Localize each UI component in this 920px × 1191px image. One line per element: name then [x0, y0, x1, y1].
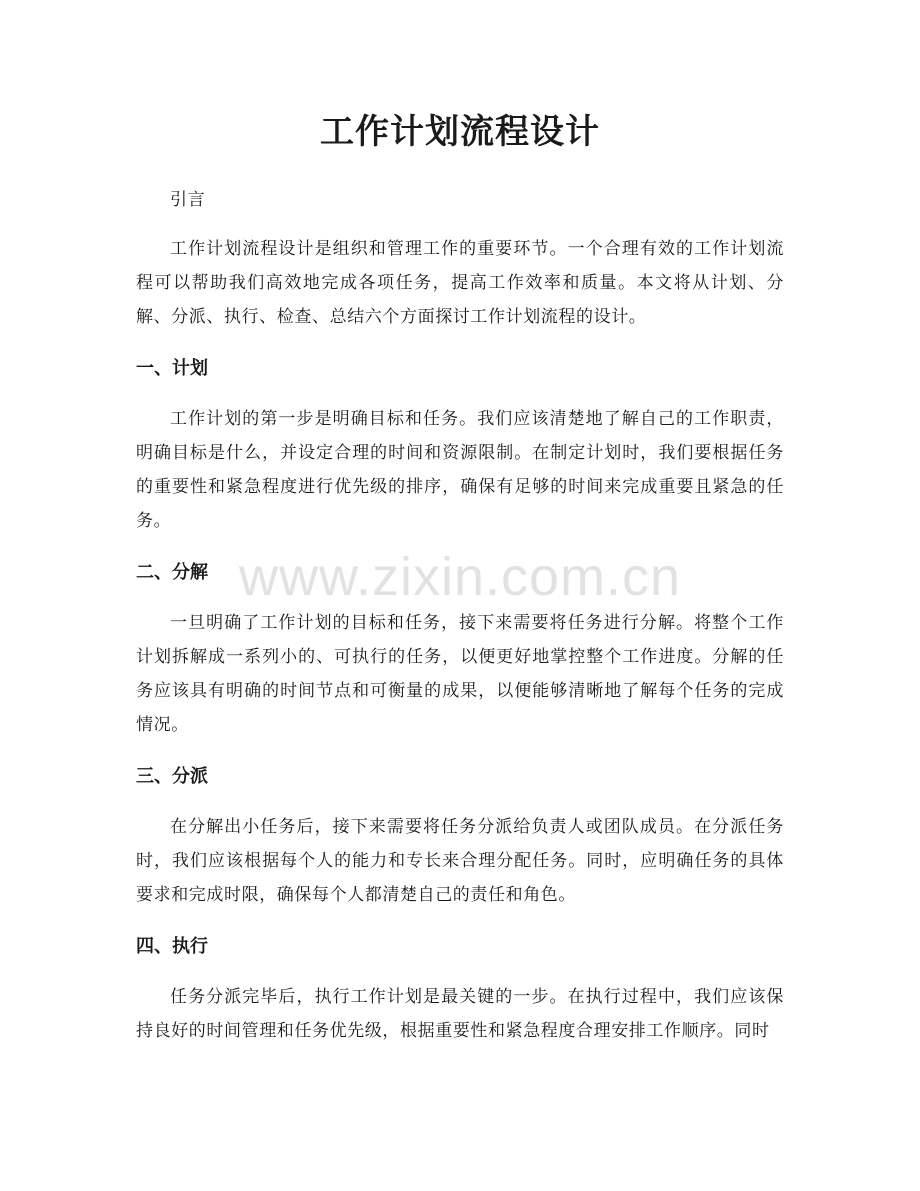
section-paragraph: 在分解出小任务后，接下来需要将任务分派给负责人或团队成员。在分派任务时，我们应该根据每个人的能力和专长来合理分配任务。同时，应明确任务的具体要求和完成时限，确保每个人都清楚自己的责任和角色。	[136, 817, 784, 905]
section-paragraph: 一旦明确了工作计划的目标和任务，接下来需要将任务进行分解。将整个工作计划拆解成一系列小的、可执行的任务，以便更好地掌控整个工作进度。分解的任务应该具有明确的时间节点和可衡量的成果，以便能够清晰地了解每个任务的完成情况。	[136, 613, 784, 735]
section-assign	[136, 760, 784, 912]
section-paragraph: 任务分派完毕后，执行工作计划是最关键的一步。在执行过程中，我们应该保持良好的时间管理和任务优先级，根据重要性和紧急程度合理安排工作顺序。同时	[136, 987, 784, 1041]
intro-paragraph: 工作计划流程设计是组织和管理工作的重要环节。一个合理有效的工作计划流程可以帮助我们高效地完成各项任务，提高工作效率和质量。本文将从计划、分解、分派、执行、检查、总结六个方面探讨工作计划流程的设计。	[136, 239, 784, 327]
section-execute	[136, 930, 784, 1048]
section-heading: 二、分解	[136, 562, 208, 583]
section-heading: 三、分派	[136, 766, 208, 787]
section-plan	[136, 352, 784, 538]
document-body	[136, 184, 784, 1048]
intro-label: 引言	[170, 190, 206, 210]
section-decompose	[136, 556, 784, 742]
document-title: 工作计划流程设计	[320, 112, 600, 152]
section-heading: 四、执行	[136, 936, 208, 957]
watermark: www.zixin.com.cn	[238, 547, 682, 607]
section-paragraph: 工作计划的第一步是明确目标和任务。我们应该清楚地了解自己的工作职责，明确目标是什么，并设定合理的时间和资源限制。在制定计划时，我们要根据任务的重要性和紧急程度进行优先级的排序，确保有足够的时间来完成重要且紧急的任务。	[136, 409, 784, 531]
section-heading: 一、计划	[136, 358, 208, 379]
